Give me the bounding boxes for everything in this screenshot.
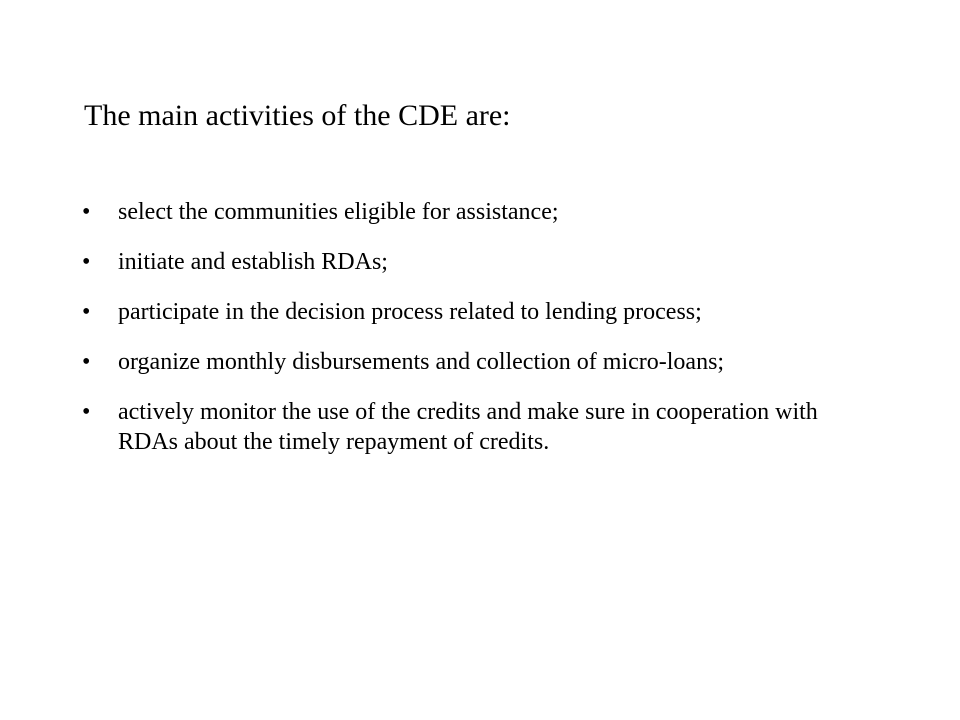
- bullet-text: initiate and establish RDAs;: [118, 249, 388, 275]
- bullet-icon: •: [82, 249, 91, 275]
- list-item: [82, 247, 842, 277]
- bullet-icon: •: [82, 399, 91, 425]
- bullet-text: select the communities eligible for assistance;: [118, 199, 559, 225]
- bullet-list: [82, 197, 842, 477]
- list-item: [82, 197, 842, 227]
- list-item: [82, 347, 842, 377]
- bullet-text: organize monthly disbursements and collection of micro-loans;: [118, 349, 725, 375]
- list-item: [82, 397, 842, 457]
- bullet-text: actively monitor the use of the credits and make sure in cooperation with RDAs about the timely repayment of credits.: [118, 399, 818, 455]
- list-item: [82, 297, 842, 327]
- bullet-icon: •: [82, 199, 91, 225]
- bullet-icon: •: [82, 299, 91, 325]
- bullet-text: participate in the decision process related to lending process;: [118, 299, 702, 325]
- bullet-icon: •: [82, 349, 91, 375]
- slide-title: The main activities of the CDE are:: [84, 99, 511, 132]
